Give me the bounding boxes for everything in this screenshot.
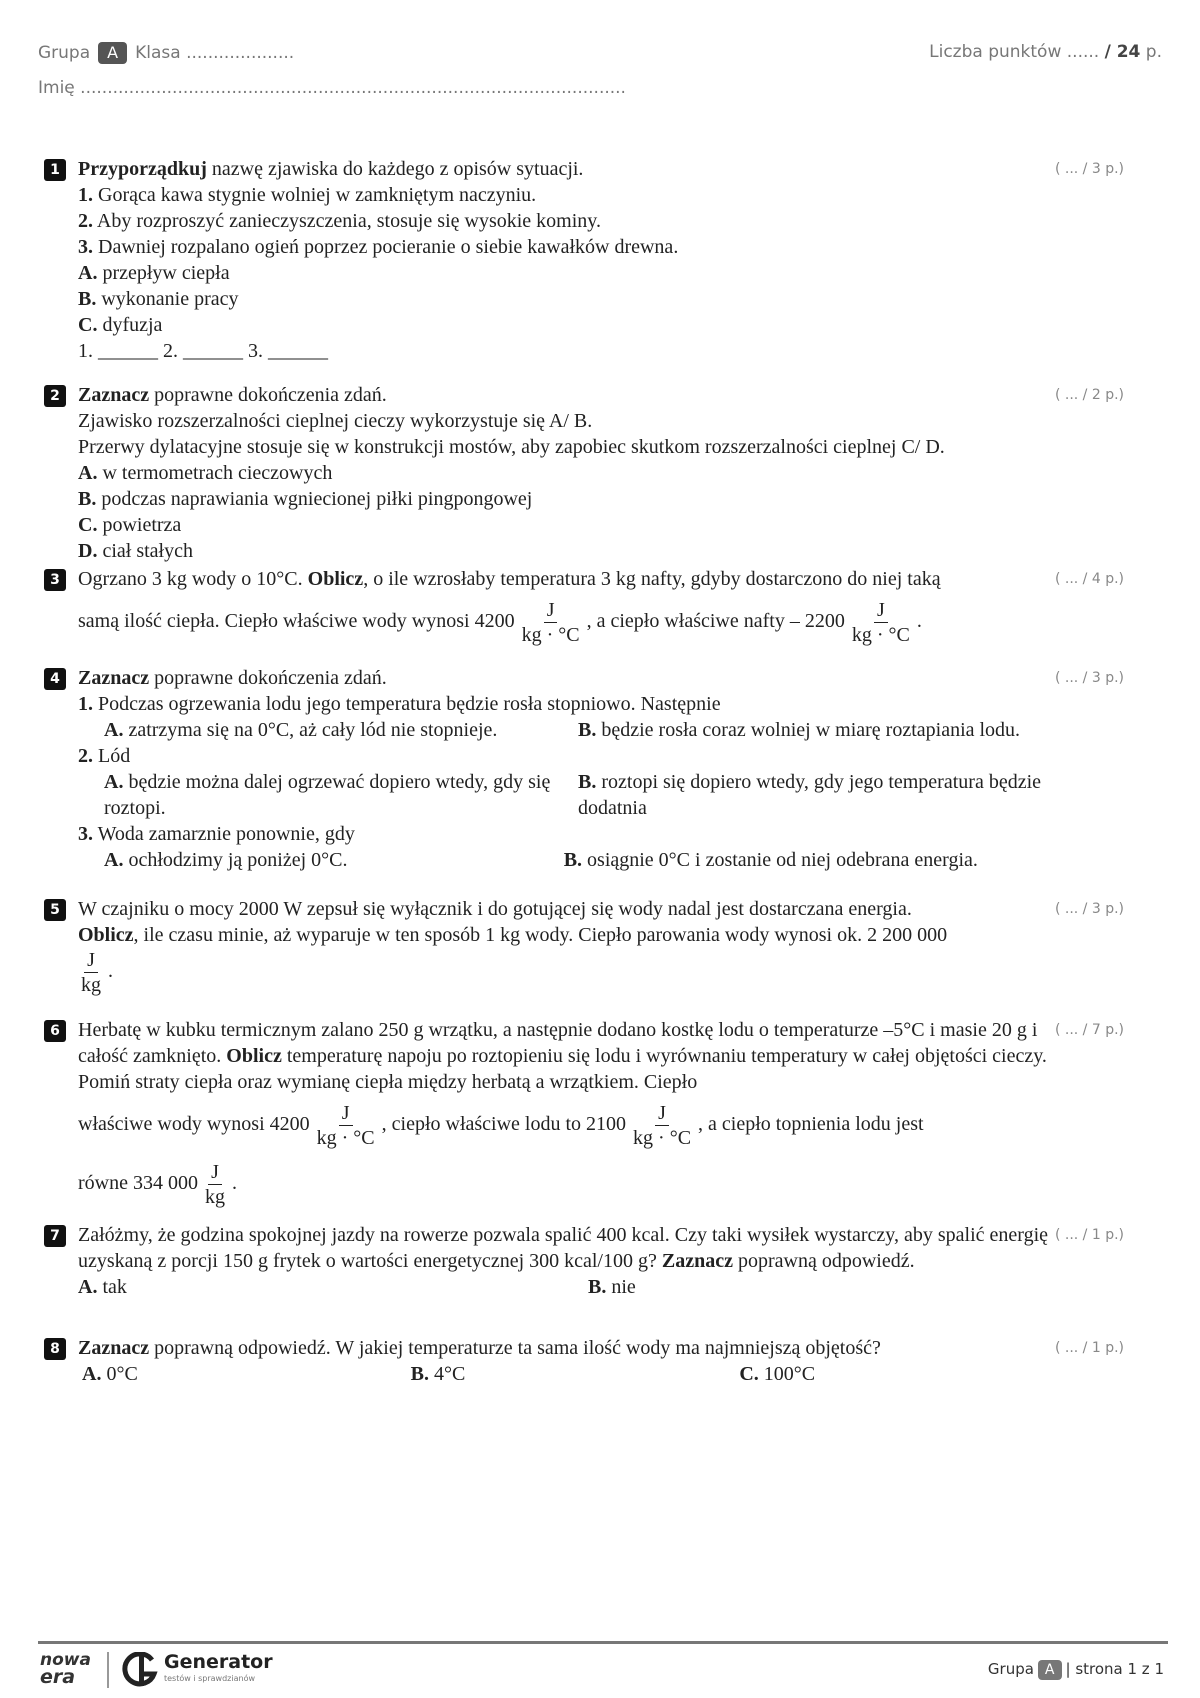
option-key: A. xyxy=(78,462,98,484)
option-text[interactable]: powietrza xyxy=(97,514,182,536)
question-number: 2 xyxy=(44,385,66,407)
option-key: A. xyxy=(104,849,124,871)
option-key: B. xyxy=(578,719,597,741)
option-text[interactable]: ciał stałych xyxy=(97,540,193,562)
footer-page-info xyxy=(988,1660,1164,1680)
question-2 xyxy=(44,382,1124,564)
option-text[interactable]: w termometrach cieczowych xyxy=(97,462,333,484)
unit-fraction xyxy=(78,948,104,997)
item-text: Gorąca kawa stygnie wolniej w zamkniętym naczyniu. xyxy=(93,184,537,206)
question-number: 3 xyxy=(44,569,66,591)
generator-brand xyxy=(164,1651,273,1685)
item-text: Dawniej rozpalano ogień poprzez pocieranie o siebie kawałków drewna. xyxy=(93,236,679,258)
question-text: poprawne dokończenia zdań. xyxy=(149,384,387,406)
item-key: 2. xyxy=(78,210,93,232)
option-key: B. xyxy=(563,849,583,871)
header-group-row xyxy=(38,42,294,64)
command: Zaznacz xyxy=(78,667,150,689)
command: Oblicz xyxy=(78,924,134,946)
points-unit: p. xyxy=(1145,42,1162,62)
question-text: samą ilość ciepła. Ciepło właściwe wody wynosi 4200 xyxy=(78,610,515,633)
item-key: 2. xyxy=(78,745,93,767)
option-key: C. xyxy=(739,1363,759,1385)
unit-denominator: kg · °C xyxy=(521,624,580,646)
question-text: , ile czasu minie, aż wyparuje w ten sposób 1 kg wody. Ciepło parowania wody wynosi ok. 2 200 000 xyxy=(133,924,948,946)
footer-group-badge: A xyxy=(1038,1660,1062,1680)
question-text: właściwe wody wynosi 4200 xyxy=(78,1113,310,1136)
question-number: 1 xyxy=(44,159,66,181)
command: Przyporządkuj xyxy=(78,158,207,180)
option-key: A. xyxy=(82,1363,102,1385)
question-text: Ogrzano 3 kg wody o 10°C. xyxy=(78,568,308,590)
option-text[interactable]: osiągnie 0°C i zostanie od niej odebrana energia. xyxy=(582,849,978,871)
question-text: , a ciepło właściwe nafty – 2200 xyxy=(586,610,845,633)
unit-fraction xyxy=(314,1101,378,1150)
option-key: C. xyxy=(78,314,98,336)
logo-text-bottom: era xyxy=(40,1666,76,1688)
question-text: równe 334 000 xyxy=(78,1172,198,1195)
question-points: ( ... / 3 p.) xyxy=(1054,670,1124,686)
option-text: wykonanie pracy xyxy=(96,288,239,310)
option-text: dyfuzja xyxy=(97,314,163,336)
option-text: przepływ ciepła xyxy=(97,262,230,284)
option-text[interactable]: 100°C xyxy=(758,1363,816,1385)
command: Oblicz xyxy=(226,1045,282,1067)
unit-numerator: J xyxy=(208,1160,222,1185)
command: Oblicz xyxy=(307,568,364,590)
class-dots: .................... xyxy=(186,43,295,63)
name-row xyxy=(38,78,626,98)
command: Zaznacz xyxy=(78,1337,150,1359)
item-key: 1. xyxy=(78,184,93,206)
question-3 xyxy=(44,566,1124,647)
unit-fraction xyxy=(519,598,583,647)
punctuation: . xyxy=(108,960,113,983)
nowa-era-logo xyxy=(40,1652,100,1686)
question-number: 6 xyxy=(44,1020,66,1042)
question-points: ( ... / 4 p.) xyxy=(1054,571,1124,587)
sentence-2: Przerwy dylatacyjne stosuje się w konstrukcji mostów, aby zapobiec skutkom rozszerzalności cieplnej C/ D. xyxy=(78,436,945,458)
question-1 xyxy=(44,156,1124,364)
unit-denominator: kg · °C xyxy=(633,1127,692,1149)
question-text: poprawną odpowiedź. xyxy=(732,1250,915,1272)
generator-g-icon xyxy=(122,1652,158,1690)
question-text: W czajniku o mocy 2000 W zepsuł się wyłącznik i do gotującej się wody nadal jest dostarczana energia. xyxy=(78,898,912,920)
punctuation: . xyxy=(231,1172,237,1195)
option-text[interactable]: roztopi się dopiero wtedy, gdy jego temperatura będzie dodatnia xyxy=(578,771,1042,819)
question-text: , o ile wzrosłaby temperatura 3 kg nafty, gdyby dostarczono do niej taką xyxy=(363,568,941,590)
option-text[interactable]: będzie można dalej ogrzewać dopiero wtedy, gdy się roztopi. xyxy=(104,771,551,819)
sentence-1: Zjawisko rozszerzalności cieplnej cieczy wykorzystuje się A/ B. xyxy=(78,410,593,432)
question-points: ( ... / 3 p.) xyxy=(1054,161,1124,177)
answer-line[interactable]: 1. ______ 2. ______ 3. ______ xyxy=(78,340,328,362)
option-text[interactable]: ochłodzimy ją poniżej 0°C. xyxy=(123,849,348,871)
question-text: , a ciepło topnienia lodu jest xyxy=(698,1113,924,1136)
question-6 xyxy=(44,1017,1124,1209)
footer-group-label: Grupa xyxy=(987,1660,1034,1678)
option-key: A. xyxy=(78,1276,98,1298)
punctuation: . xyxy=(916,610,922,633)
points-total: / 24 xyxy=(1104,42,1141,62)
page-number: | strona 1 z 1 xyxy=(1065,1660,1164,1678)
question-points: ( ... / 1 p.) xyxy=(1054,1340,1124,1356)
question-text: Załóżmy, że godzina spokojnej jazdy na rowerze pozwala spalić 400 kcal. Czy taki wysiłek wystarczy, aby spalić energię uzyskaną z porcji 150 g frytek o wartości energetycznej 300 kcal/100 g? xyxy=(78,1224,1049,1272)
footer-rule xyxy=(38,1641,1168,1644)
generator-subtitle: testów i sprawdzianów xyxy=(164,1674,255,1683)
command: Zaznacz xyxy=(661,1250,733,1272)
question-number: 4 xyxy=(44,668,66,690)
question-number: 7 xyxy=(44,1225,66,1247)
question-text: , ciepło właściwe lodu to 2100 xyxy=(381,1113,627,1136)
unit-denominator: kg xyxy=(81,974,101,996)
generator-title: Generator xyxy=(164,1651,273,1673)
question-text: nazwę zjawiska do każdego z opisów sytuacji. xyxy=(206,158,584,180)
question-4 xyxy=(44,665,1124,873)
name-dots: ..................................................................................................... xyxy=(80,78,626,98)
unit-numerator: J xyxy=(874,598,888,623)
option-text[interactable]: nie xyxy=(606,1276,636,1298)
question-8 xyxy=(44,1335,1124,1387)
unit-denominator: kg · °C xyxy=(851,624,910,646)
unit-fraction xyxy=(202,1160,228,1209)
unit-fraction xyxy=(630,1101,694,1150)
item-text: Woda zamarznie ponownie, gdy xyxy=(93,823,355,845)
option-text[interactable]: 0°C xyxy=(101,1363,138,1385)
item-key: 1. xyxy=(78,693,93,715)
question-7 xyxy=(44,1222,1124,1300)
unit-denominator: kg xyxy=(204,1186,225,1208)
item-key: 3. xyxy=(78,823,93,845)
option-key: B. xyxy=(78,488,97,510)
option-text[interactable]: będzie rosła coraz wolniej w miarę roztapiania lodu. xyxy=(596,719,1021,741)
unit-denominator: kg · °C xyxy=(316,1127,375,1149)
item-text: Aby rozproszyć zanieczyszczenia, stosuje się wysokie kominy. xyxy=(93,210,601,232)
question-number: 5 xyxy=(44,899,66,921)
item-text: Podczas ogrzewania lodu jego temperatura będzie rosła stopniowo. Następnie xyxy=(93,693,721,715)
unit-numerator: J xyxy=(84,948,98,973)
option-key: A. xyxy=(104,719,124,741)
option-key: B. xyxy=(588,1276,607,1298)
question-text: poprawne dokończenia zdań. xyxy=(149,667,387,689)
logo-divider xyxy=(107,1652,109,1688)
unit-numerator: J xyxy=(339,1101,353,1126)
option-text[interactable]: zatrzyma się na 0°C, aż cały lód nie stopnieje. xyxy=(123,719,498,741)
question-number: 8 xyxy=(44,1338,66,1360)
group-label: Grupa xyxy=(38,43,91,63)
command: Zaznacz xyxy=(78,384,150,406)
option-key: D. xyxy=(78,540,98,562)
name-label: Imię xyxy=(38,78,75,98)
question-points: ( ... / 1 p.) xyxy=(1054,1227,1124,1243)
question-text: Herbatę w kubku termicznym zalano 250 g wrzątku, a następnie dodano kostkę lodu o temperaturze –5°C i masie 20 g i całość zamknięto. xyxy=(78,1019,1038,1067)
question-points: ( ... / 2 p.) xyxy=(1054,387,1124,403)
option-key: C. xyxy=(78,514,98,536)
logo-text-top: nowa xyxy=(40,1650,91,1670)
points-summary xyxy=(929,42,1162,62)
item-key: 3. xyxy=(78,236,93,258)
option-key: A. xyxy=(78,262,98,284)
points-label: Liczba punktów ...... xyxy=(929,42,1100,62)
option-key: A. xyxy=(104,771,124,793)
option-text[interactable]: podczas naprawiania wgniecionej piłki pingpongowej xyxy=(96,488,533,510)
option-key: B. xyxy=(410,1363,430,1385)
question-points: ( ... / 3 p.) xyxy=(1054,901,1124,917)
option-key: B. xyxy=(578,771,597,793)
item-text: Lód xyxy=(93,745,131,767)
unit-fraction xyxy=(849,598,913,647)
question-5 xyxy=(44,896,1124,997)
question-text: temperaturę napoju po roztopieniu się lodu i wyrównaniu temperatury w całej objętości cieczy. Pomiń straty ciepła oraz wymianę ciepła między herbatą a wrzątkiem. Ciepło xyxy=(78,1045,1047,1093)
question-text: poprawną odpowiedź. W jakiej temperaturze ta sama ilość wody ma najmniejszą objętość? xyxy=(149,1337,881,1359)
question-points: ( ... / 7 p.) xyxy=(1054,1022,1124,1038)
option-text[interactable]: 4°C xyxy=(429,1363,466,1385)
option-text[interactable]: tak xyxy=(97,1276,127,1298)
class-label: Klasa xyxy=(135,43,181,63)
unit-numerator: J xyxy=(544,598,558,623)
group-badge: A xyxy=(98,42,127,64)
unit-numerator: J xyxy=(655,1101,669,1126)
option-key: B. xyxy=(78,288,97,310)
